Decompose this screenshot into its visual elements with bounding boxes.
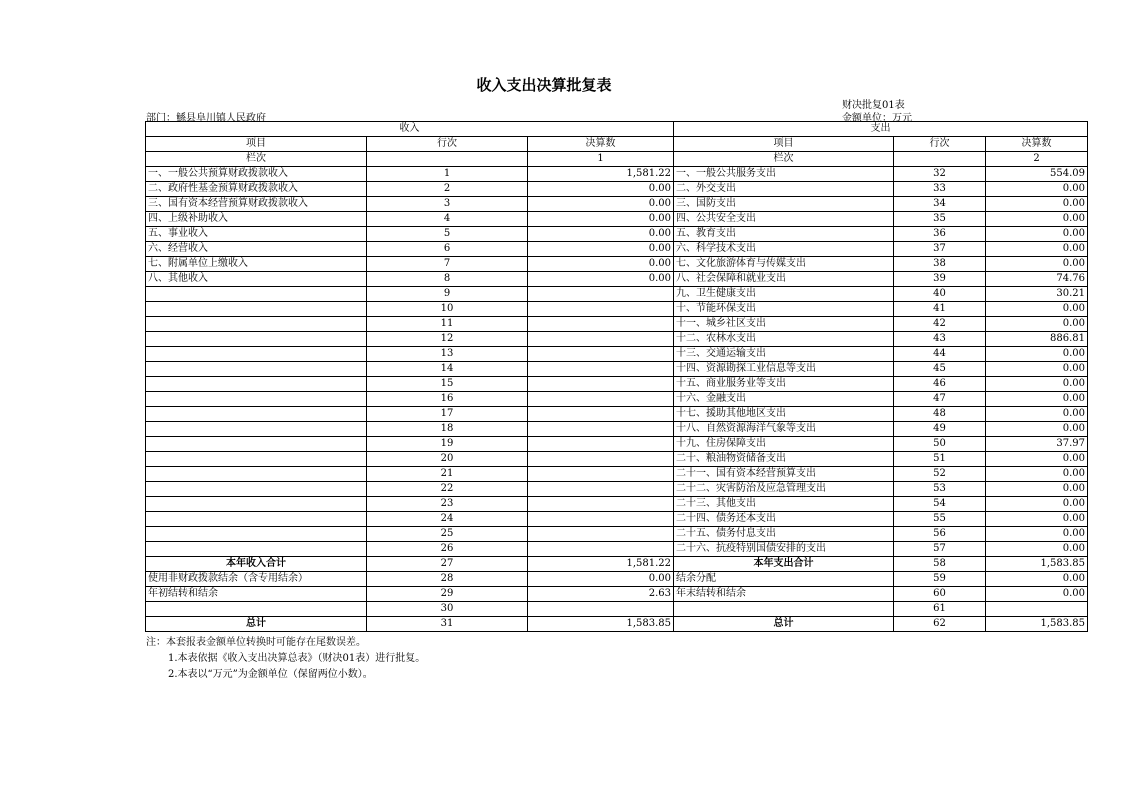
income-item-header: 项目 [146,137,367,152]
table-row [146,347,1088,362]
income-amount-cell [528,407,674,422]
income-item-cell [146,422,367,437]
table-row [146,257,1088,272]
income-line-cell: 29 [367,587,528,602]
expense-amount-header: 决算数 [986,137,1088,152]
income-amount-cell [528,467,674,482]
expense-amount-cell: 0.00 [986,317,1088,332]
expense-col-number: 2 [986,152,1088,167]
income-line-cell: 25 [367,527,528,542]
income-col-blank [367,152,528,167]
income-line-cell: 3 [367,197,528,212]
expense-line-cell: 35 [894,212,986,227]
income-line-cell: 21 [367,467,528,482]
income-line-cell: 1 [367,167,528,182]
income-line-cell: 13 [367,347,528,362]
column-index-row [146,152,1088,167]
expense-amount-cell: 886.81 [986,332,1088,347]
income-amount-cell [528,332,674,347]
income-line-cell: 28 [367,572,528,587]
income-item-cell: 使用非财政拨款结余（含专用结余） [146,572,367,587]
expense-item-cell: 结余分配 [674,572,894,587]
income-amount-cell: 1,581.22 [528,167,674,182]
expense-item-cell: 四、公共安全支出 [674,212,894,227]
income-expense-table [145,121,1088,632]
expense-item-cell [674,602,894,617]
income-line-cell: 20 [367,452,528,467]
table-row [146,572,1088,587]
income-item-cell: 本年收入合计 [146,557,367,572]
table-row [146,527,1088,542]
expense-amount-cell: 0.00 [986,362,1088,377]
income-amount-cell: 1,583.85 [528,617,674,632]
expense-line-cell: 49 [894,422,986,437]
expense-line-cell: 62 [894,617,986,632]
income-amount-cell: 1,581.22 [528,557,674,572]
expense-line-cell: 37 [894,242,986,257]
expense-line-cell: 41 [894,302,986,317]
expense-amount-cell: 0.00 [986,407,1088,422]
expense-item-cell: 二十一、国有资本经营预算支出 [674,467,894,482]
expense-item-cell: 二十四、债务还本支出 [674,512,894,527]
expense-line-cell: 42 [894,317,986,332]
income-item-cell: 三、国有资本经营预算财政拨款收入 [146,197,367,212]
income-line-cell: 23 [367,497,528,512]
expense-amount-cell: 0.00 [986,227,1088,242]
expense-amount-cell: 0.00 [986,347,1088,362]
department-label: 部门：鯀县阜川镇人民政府 [146,113,266,124]
income-amount-cell [528,392,674,407]
expense-item-cell: 十二、农林水支出 [674,332,894,347]
income-line-cell: 27 [367,557,528,572]
expense-line-cell: 57 [894,542,986,557]
note-basis: 1.本表依据《收入支出决算总表》（财决01表）进行批复。 [168,653,426,664]
income-line-cell: 14 [367,362,528,377]
expense-item-cell: 十九、住房保障支出 [674,437,894,452]
income-amount-cell: 0.00 [528,182,674,197]
income-col-number: 1 [528,152,674,167]
income-item-cell [146,602,367,617]
expense-item-cell: 十四、资源勘探工业信息等支出 [674,362,894,377]
expense-line-cell: 53 [894,482,986,497]
income-amount-cell [528,602,674,617]
income-item-cell [146,332,367,347]
expense-amount-cell: 0.00 [986,452,1088,467]
expense-amount-cell: 0.00 [986,182,1088,197]
income-line-cell: 12 [367,332,528,347]
expense-amount-cell: 0.00 [986,482,1088,497]
income-amount-cell: 0.00 [528,572,674,587]
expense-item-cell: 十五、商业服务业等支出 [674,377,894,392]
income-line-cell: 6 [367,242,528,257]
table-row [146,512,1088,527]
income-line-cell: 2 [367,182,528,197]
expense-amount-cell: 0.00 [986,527,1088,542]
income-item-cell: 六、经营收入 [146,242,367,257]
expense-line-header: 行次 [894,137,986,152]
expense-item-cell: 二十三、其他支出 [674,497,894,512]
table-row [146,182,1088,197]
income-item-cell [146,482,367,497]
income-item-cell [146,512,367,527]
income-item-cell [146,317,367,332]
income-line-cell: 18 [367,422,528,437]
expense-line-cell: 48 [894,407,986,422]
income-item-cell [146,377,367,392]
expense-line-cell: 46 [894,377,986,392]
income-item-cell: 八、其他收入 [146,272,367,287]
income-item-cell [146,392,367,407]
income-item-cell [146,407,367,422]
expense-line-cell: 50 [894,437,986,452]
table-row [146,617,1088,632]
expense-section-header: 支出 [674,122,1088,137]
expense-amount-cell: 37.97 [986,437,1088,452]
expense-item-cell: 五、教育支出 [674,227,894,242]
expense-item-cell: 总计 [674,617,894,632]
expense-item-cell: 十一、城乡社区支出 [674,317,894,332]
income-amount-cell [528,317,674,332]
table-row [146,317,1088,332]
income-item-cell [146,527,367,542]
table-row [146,227,1088,242]
income-amount-cell [528,347,674,362]
income-item-cell [146,542,367,557]
expense-amount-cell: 0.00 [986,377,1088,392]
table-row [146,167,1088,182]
table-row [146,437,1088,452]
expense-item-cell: 二十、粮油物资储备支出 [674,452,894,467]
expense-line-cell: 39 [894,272,986,287]
income-item-cell [146,467,367,482]
table-row [146,542,1088,557]
table-row [146,332,1088,347]
expense-item-cell: 九、卫生健康支出 [674,287,894,302]
income-amount-header: 决算数 [528,137,674,152]
expense-line-cell: 61 [894,602,986,617]
income-line-cell: 9 [367,287,528,302]
expense-amount-cell: 0.00 [986,197,1088,212]
expense-amount-cell: 74.76 [986,272,1088,287]
expense-amount-cell: 0.00 [986,392,1088,407]
income-line-cell: 7 [367,257,528,272]
table-row [146,452,1088,467]
income-amount-cell: 2.63 [528,587,674,602]
section-header-row [146,122,1088,137]
expense-item-cell: 年末结转和结余 [674,587,894,602]
expense-line-cell: 56 [894,527,986,542]
income-item-cell [146,347,367,362]
income-amount-cell: 0.00 [528,257,674,272]
expense-line-cell: 32 [894,167,986,182]
income-amount-cell [528,422,674,437]
expense-item-header: 项目 [674,137,894,152]
income-line-cell: 26 [367,542,528,557]
expense-item-cell: 本年支出合计 [674,557,894,572]
expense-item-cell: 二十五、债务付息支出 [674,527,894,542]
expense-amount-cell: 0.00 [986,587,1088,602]
income-col-label: 栏次 [146,152,367,167]
expense-line-cell: 34 [894,197,986,212]
expense-line-cell: 60 [894,587,986,602]
expense-amount-cell [986,602,1088,617]
income-amount-cell [528,287,674,302]
table-row [146,242,1088,257]
income-amount-cell: 0.00 [528,272,674,287]
table-row [146,407,1088,422]
expense-line-cell: 40 [894,287,986,302]
income-item-cell [146,302,367,317]
expense-item-cell: 八、社会保障和就业支出 [674,272,894,287]
expense-item-cell: 十八、自然资源海洋气象等支出 [674,422,894,437]
table-row [146,197,1088,212]
table-row [146,467,1088,482]
income-amount-cell: 0.00 [528,212,674,227]
table-row [146,422,1088,437]
expense-amount-cell: 0.00 [986,302,1088,317]
expense-item-cell: 三、国防支出 [674,197,894,212]
expense-line-cell: 58 [894,557,986,572]
income-amount-cell [528,497,674,512]
report-title: 收入支出决算批复表 [476,76,612,94]
expense-line-cell: 44 [894,347,986,362]
table-row [146,602,1088,617]
income-line-header: 行次 [367,137,528,152]
income-amount-cell [528,527,674,542]
income-line-cell: 10 [367,302,528,317]
income-section-header: 收入 [146,122,674,137]
expense-amount-cell: 0.00 [986,242,1088,257]
amount-unit-label: 金额单位：万元 [842,113,912,124]
table-row [146,557,1088,572]
column-header-row [146,137,1088,152]
expense-item-cell: 七、文化旅游体育与传媒支出 [674,257,894,272]
expense-amount-cell: 0.00 [986,497,1088,512]
expense-col-label: 栏次 [674,152,894,167]
income-line-cell: 30 [367,602,528,617]
expense-amount-cell: 1,583.85 [986,617,1088,632]
expense-amount-cell: 0.00 [986,212,1088,227]
expense-amount-cell: 0.00 [986,542,1088,557]
income-line-cell: 15 [367,377,528,392]
expense-item-cell: 十六、金融支出 [674,392,894,407]
table-row [146,212,1088,227]
income-amount-cell [528,482,674,497]
table-row [146,302,1088,317]
income-item-cell [146,287,367,302]
expense-amount-cell: 554.09 [986,167,1088,182]
income-amount-cell [528,362,674,377]
income-item-cell [146,497,367,512]
income-line-cell: 22 [367,482,528,497]
expense-amount-cell: 0.00 [986,512,1088,527]
income-line-cell: 4 [367,212,528,227]
expense-amount-cell: 0.00 [986,467,1088,482]
table-row [146,272,1088,287]
income-item-cell: 年初结转和结余 [146,587,367,602]
note-unit: 2.本表以“万元”为金额单位（保留两位小数）。 [168,669,373,680]
expense-item-cell: 十七、援助其他地区支出 [674,407,894,422]
income-item-cell [146,362,367,377]
expense-line-cell: 45 [894,362,986,377]
expense-line-cell: 47 [894,392,986,407]
expense-line-cell: 36 [894,227,986,242]
expense-item-cell: 一、一般公共服务支出 [674,167,894,182]
table-row [146,377,1088,392]
expense-item-cell: 二十六、抗疫特别国债安排的支出 [674,542,894,557]
income-amount-cell [528,542,674,557]
income-item-cell [146,452,367,467]
expense-line-cell: 33 [894,182,986,197]
table-row [146,497,1088,512]
expense-line-cell: 43 [894,332,986,347]
table-row [146,287,1088,302]
expense-item-cell: 十三、交通运输支出 [674,347,894,362]
income-amount-cell: 0.00 [528,227,674,242]
expense-amount-cell: 1,583.85 [986,557,1088,572]
income-line-cell: 11 [367,317,528,332]
expense-item-cell: 十、节能环保支出 [674,302,894,317]
expense-amount-cell: 0.00 [986,422,1088,437]
income-line-cell: 16 [367,392,528,407]
income-line-cell: 5 [367,227,528,242]
table-row [146,362,1088,377]
form-code: 财决批复01表 [842,100,905,111]
income-amount-cell [528,302,674,317]
income-item-cell: 四、上级补助收入 [146,212,367,227]
expense-line-cell: 38 [894,257,986,272]
expense-item-cell: 二十二、灾害防治及应急管理支出 [674,482,894,497]
expense-line-cell: 51 [894,452,986,467]
table-row [146,392,1088,407]
expense-line-cell: 52 [894,467,986,482]
expense-amount-cell: 0.00 [986,257,1088,272]
income-item-cell: 七、附属单位上缴收入 [146,257,367,272]
income-item-cell: 总计 [146,617,367,632]
income-line-cell: 31 [367,617,528,632]
expense-col-blank [894,152,986,167]
note-general: 注：本套报表金额单位转换时可能存在尾数误差。 [146,637,366,648]
expense-amount-cell: 0.00 [986,572,1088,587]
income-item-cell: 五、事业收入 [146,227,367,242]
income-line-cell: 8 [367,272,528,287]
income-item-cell: 二、政府性基金预算财政拨款收入 [146,182,367,197]
income-amount-cell [528,452,674,467]
table-row [146,587,1088,602]
income-item-cell: 一、一般公共预算财政拨款收入 [146,167,367,182]
income-line-cell: 24 [367,512,528,527]
income-amount-cell: 0.00 [528,197,674,212]
income-line-cell: 19 [367,437,528,452]
income-amount-cell: 0.00 [528,242,674,257]
income-amount-cell [528,377,674,392]
expense-line-cell: 54 [894,497,986,512]
expense-line-cell: 55 [894,512,986,527]
expense-item-cell: 六、科学技术支出 [674,242,894,257]
table-row [146,482,1088,497]
expense-item-cell: 二、外交支出 [674,182,894,197]
income-line-cell: 17 [367,407,528,422]
expense-amount-cell: 30.21 [986,287,1088,302]
expense-line-cell: 59 [894,572,986,587]
income-item-cell [146,437,367,452]
income-amount-cell [528,512,674,527]
income-amount-cell [528,437,674,452]
